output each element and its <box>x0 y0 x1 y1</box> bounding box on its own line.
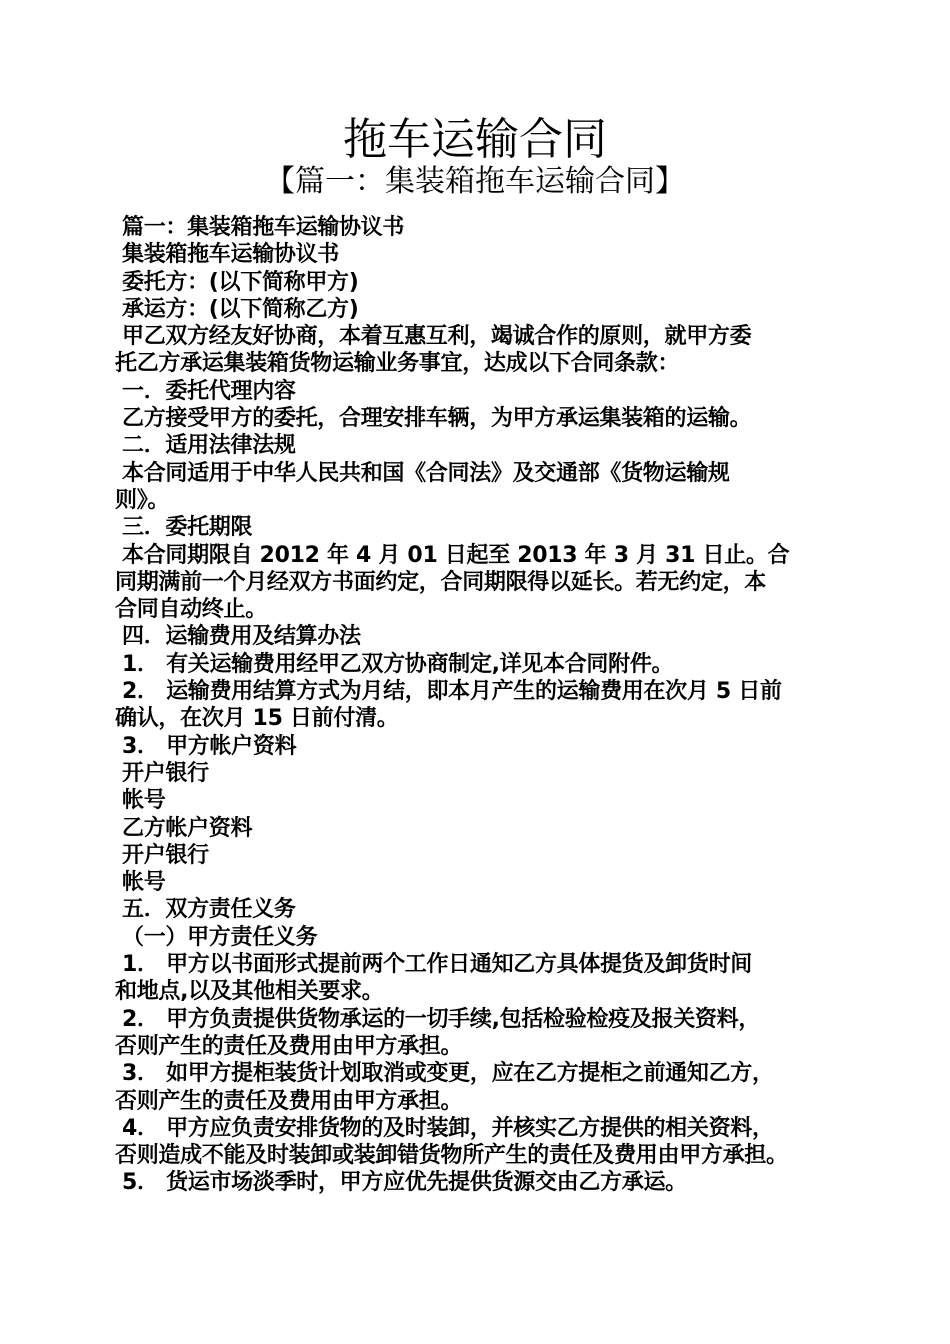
paragraph-line: 本合同适用于中华人民共和国《合同法》及交通部《货物运输规 <box>122 460 730 486</box>
clause-heading: 五．双方责任义务 <box>122 897 296 923</box>
section-heading: 篇一：集装箱拖车运输协议书 <box>122 215 405 240</box>
document-body <box>115 214 840 1197</box>
clause-heading: 三．委托期限 <box>122 515 253 541</box>
account-field: 开户银行 <box>122 842 209 868</box>
clause-heading: 一．委托代理内容 <box>122 378 296 404</box>
paragraph-line: 同期满前一个月经双方书面约定，合同期限得以延长。若无约定，本 <box>115 569 767 595</box>
paragraph-line: 合同自动终止。 <box>115 597 267 623</box>
party-b-line: 承运方：(以下简称乙方) <box>122 296 359 322</box>
paragraph-line: 托乙方承运集装箱货物运输业务事宜，达成以下合同条款： <box>115 351 680 377</box>
list-item: 4． 甲方应负责安排货物的及时装卸，并核实乙方提供的相关资料， <box>122 1115 774 1141</box>
list-item: 1． 甲方以书面形式提前两个工作日通知乙方具体提货及卸货时间 <box>122 952 752 978</box>
clause-heading: 二．适用法律法规 <box>122 433 296 459</box>
list-item: 3． 如甲方提柜装货计划取消或变更，应在乙方提柜之前通知乙方， <box>122 1061 774 1087</box>
paragraph-line: 否则造成不能及时装卸或装卸错货物所产生的责任及费用由甲方承担。 <box>115 1143 788 1169</box>
list-item: 5． 货运市场淡季时，甲方应优先提供货源交由乙方承运。 <box>122 1170 687 1196</box>
party-a-line: 委托方：(以下简称甲方) <box>122 269 359 295</box>
paragraph-line: 本合同期限自 2012 年 4 月 01 日起至 2013 年 3 月 31 日止。合 <box>122 542 790 568</box>
document-title: 拖车运输合同 <box>343 114 607 165</box>
clause-heading: 四．运输费用及结算办法 <box>122 624 361 650</box>
list-item: 1． 有关运输费用经甲乙双方协商制定,详见本合同附件。 <box>122 651 674 677</box>
sub-heading: （一）甲方责任义务 <box>122 924 318 950</box>
list-item: 2． 甲方负责提供货物承运的一切手续,包括检验检疫及报关资料， <box>122 1006 761 1032</box>
list-item: 3． 甲方帐户资料 <box>122 733 297 759</box>
list-item: 2． 运输费用结算方式为月结，即本月产生的运输费用在次月 5 日前 <box>122 679 782 705</box>
paragraph-line: 乙方接受甲方的委托，合理安排车辆，为甲方承运集装箱的运输。 <box>122 406 752 432</box>
account-field: 开户银行 <box>122 760 209 786</box>
paragraph-line: 和地点,以及其他相关要求。 <box>115 979 384 1005</box>
paragraph-line: 否则产生的责任及费用由甲方承担。 <box>115 1088 463 1114</box>
paragraph-line: 甲乙双方经友好协商，本着互惠互利，竭诚合作的原则，就甲方委 <box>122 324 752 350</box>
paragraph-line: 则》。 <box>115 487 170 513</box>
account-field: 帐号 <box>122 870 166 896</box>
agreement-title: 集装箱拖车运输协议书 <box>122 242 340 268</box>
paragraph-line: 确认，在次月 15 日前付清。 <box>115 706 399 732</box>
paragraph-line: 否则产生的责任及费用由甲方承担。 <box>115 1033 463 1059</box>
account-field: 帐号 <box>122 788 166 814</box>
document-subtitle: 【篇一：集装箱拖车运输合同】 <box>265 164 685 199</box>
account-field: 乙方帐户资料 <box>122 815 253 841</box>
